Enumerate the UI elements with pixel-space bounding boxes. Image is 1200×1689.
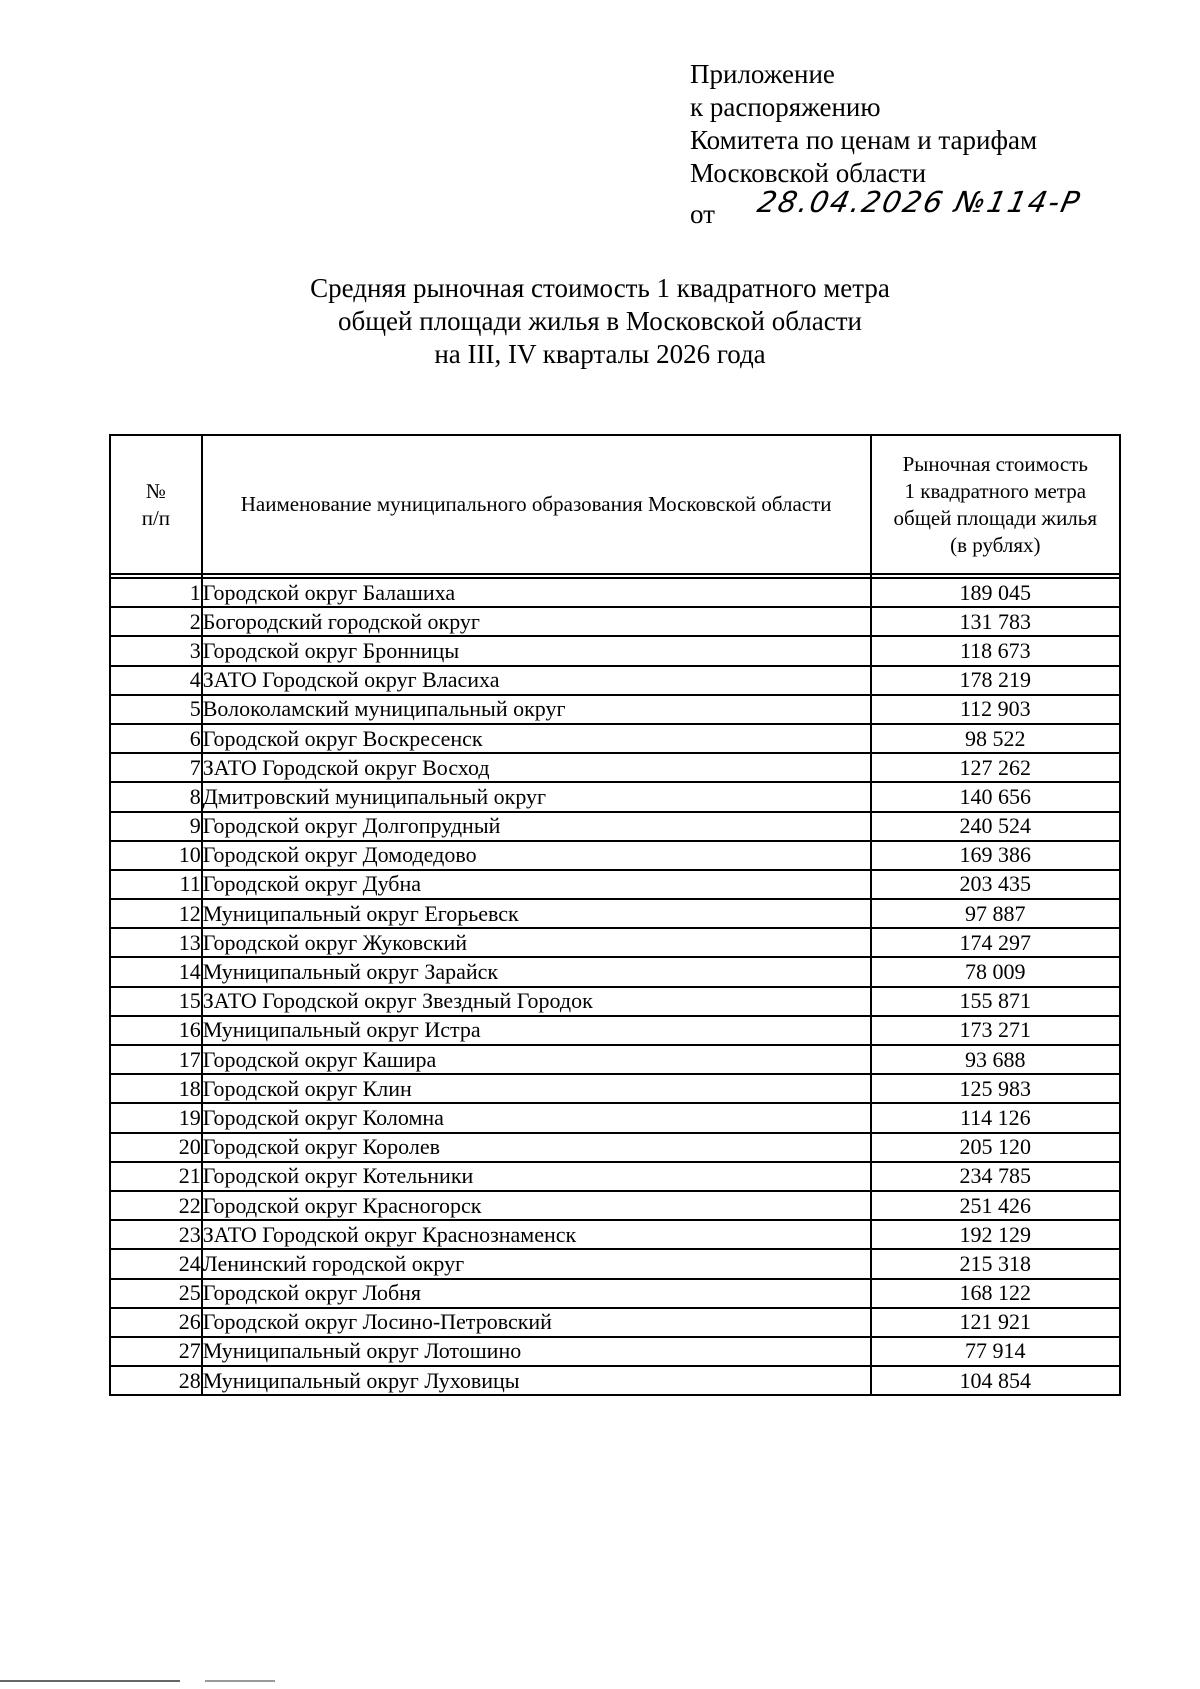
row-price: 112 903 xyxy=(871,695,1120,724)
row-price: 114 126 xyxy=(871,1103,1120,1132)
row-price: 78 009 xyxy=(871,957,1120,986)
row-municipality: Муниципальный округ Зарайск xyxy=(202,957,871,986)
row-price: 173 271 xyxy=(871,1016,1120,1045)
header-price-line-4: (в рублях) xyxy=(950,532,1041,557)
row-price: 98 522 xyxy=(871,724,1120,753)
row-number: 12 xyxy=(110,899,202,928)
row-number: 1 xyxy=(110,578,202,607)
row-municipality: Городской округ Котельники xyxy=(202,1162,871,1191)
order-reference xyxy=(690,185,1085,230)
header-municipality xyxy=(202,435,871,574)
row-price: 189 045 xyxy=(871,578,1120,607)
row-municipality: Муниципальный округ Егорьевск xyxy=(202,899,871,928)
appendix-line-4: Московской области xyxy=(690,158,927,188)
table-row xyxy=(110,870,1120,899)
row-price: 93 688 xyxy=(871,1045,1120,1074)
price-table xyxy=(109,434,1121,1396)
row-municipality: Городской округ Лосино-Петровский xyxy=(202,1308,871,1337)
row-price: 251 426 xyxy=(871,1191,1120,1220)
table-row xyxy=(110,928,1120,957)
row-municipality: Дмитровский муниципальный округ xyxy=(202,782,871,811)
row-municipality: Богородский городской округ xyxy=(202,607,871,636)
row-number: 5 xyxy=(110,695,202,724)
row-number: 7 xyxy=(110,753,202,782)
header-price-line-3: общей площади жилья xyxy=(893,505,1098,530)
table-row xyxy=(110,1191,1120,1220)
table-row xyxy=(110,724,1120,753)
handwritten-order-number: 28.04.2026 №114-Р xyxy=(754,185,1085,219)
row-number: 20 xyxy=(110,1133,202,1162)
header-number xyxy=(110,435,202,574)
table-row xyxy=(110,841,1120,870)
table-row xyxy=(110,695,1120,724)
table-row xyxy=(110,1366,1120,1395)
row-municipality: Ленинский городской округ xyxy=(202,1249,871,1278)
appendix-line-3: Комитета по ценам и тарифам xyxy=(690,125,1038,155)
row-price: 203 435 xyxy=(871,870,1120,899)
row-municipality: Муниципальный округ Истра xyxy=(202,1016,871,1045)
row-price: 240 524 xyxy=(871,812,1120,841)
row-number: 13 xyxy=(110,928,202,957)
row-municipality: Городской округ Воскресенск xyxy=(202,724,871,753)
table-row xyxy=(110,1074,1120,1103)
row-price: 169 386 xyxy=(871,841,1120,870)
table-row xyxy=(110,753,1120,782)
table-row xyxy=(110,957,1120,986)
header-price xyxy=(871,435,1120,574)
row-number: 4 xyxy=(110,666,202,695)
row-municipality: Городской округ Коломна xyxy=(202,1103,871,1132)
row-municipality: Городской округ Клин xyxy=(202,1074,871,1103)
row-price: 97 887 xyxy=(871,899,1120,928)
row-municipality: Городской округ Дубна xyxy=(202,870,871,899)
row-price: 192 129 xyxy=(871,1220,1120,1249)
row-number: 14 xyxy=(110,957,202,986)
document-title xyxy=(0,272,1200,371)
row-price: 174 297 xyxy=(871,928,1120,957)
appendix-header xyxy=(690,58,1085,230)
header-price-line-1: Рыночная стоимость xyxy=(902,451,1088,476)
row-price: 205 120 xyxy=(871,1133,1120,1162)
title-line-2: общей площади жилья в Московской области xyxy=(338,306,862,336)
row-number: 2 xyxy=(110,607,202,636)
table-row xyxy=(110,1249,1120,1278)
table-row xyxy=(110,812,1120,841)
row-municipality: Городской округ Бронницы xyxy=(202,636,871,665)
table-row xyxy=(110,987,1120,1016)
scan-edge-mark xyxy=(205,1680,275,1682)
row-price: 178 219 xyxy=(871,666,1120,695)
row-number: 24 xyxy=(110,1249,202,1278)
table-header-row xyxy=(110,435,1120,574)
row-number: 18 xyxy=(110,1074,202,1103)
row-price: 77 914 xyxy=(871,1337,1120,1366)
row-number: 11 xyxy=(110,870,202,899)
row-price: 168 122 xyxy=(871,1279,1120,1308)
row-number: 6 xyxy=(110,724,202,753)
appendix-line-2: к распоряжению xyxy=(690,92,881,122)
table-row xyxy=(110,782,1120,811)
row-number: 10 xyxy=(110,841,202,870)
row-municipality: Муниципальный округ Луховицы xyxy=(202,1366,871,1395)
table-row xyxy=(110,1308,1120,1337)
row-municipality: Городской округ Королев xyxy=(202,1133,871,1162)
row-number: 8 xyxy=(110,782,202,811)
header-price-line-2: 1 квадратного метра xyxy=(904,478,1087,503)
row-price: 125 983 xyxy=(871,1074,1120,1103)
table-row xyxy=(110,1045,1120,1074)
row-municipality: Городской округ Домодедово xyxy=(202,841,871,870)
order-from-label: от xyxy=(690,199,715,229)
table-row xyxy=(110,666,1120,695)
table-row xyxy=(110,607,1120,636)
row-number: 17 xyxy=(110,1045,202,1074)
table-row xyxy=(110,1220,1120,1249)
row-number: 3 xyxy=(110,636,202,665)
table-body xyxy=(110,578,1120,1395)
row-price: 140 656 xyxy=(871,782,1120,811)
table-row xyxy=(110,636,1120,665)
row-municipality: ЗАТО Городской округ Звездный Городок xyxy=(202,987,871,1016)
row-number: 21 xyxy=(110,1162,202,1191)
table-row xyxy=(110,899,1120,928)
row-number: 25 xyxy=(110,1279,202,1308)
header-number-abbr: п/п xyxy=(141,505,171,530)
row-number: 22 xyxy=(110,1191,202,1220)
row-price: 118 673 xyxy=(871,636,1120,665)
row-number: 23 xyxy=(110,1220,202,1249)
header-number-sign: № xyxy=(145,478,166,503)
row-price: 131 783 xyxy=(871,607,1120,636)
row-price: 234 785 xyxy=(871,1162,1120,1191)
row-municipality: Городской округ Долгопрудный xyxy=(202,812,871,841)
row-price: 121 921 xyxy=(871,1308,1120,1337)
row-price: 104 854 xyxy=(871,1366,1120,1395)
row-municipality: Городской округ Жуковский xyxy=(202,928,871,957)
appendix-line-1: Приложение xyxy=(690,59,835,89)
row-municipality: Городской округ Кашира xyxy=(202,1045,871,1074)
title-line-3: на III, IV кварталы 2026 года xyxy=(434,339,766,369)
row-price: 215 318 xyxy=(871,1249,1120,1278)
row-number: 26 xyxy=(110,1308,202,1337)
header-municipality-label: Наименование муниципального образования Московской области xyxy=(240,492,832,516)
table-row xyxy=(110,1103,1120,1132)
row-municipality: Муниципальный округ Лотошино xyxy=(202,1337,871,1366)
table-row xyxy=(110,1162,1120,1191)
title-line-1: Средняя рыночная стоимость 1 квадратного метра xyxy=(310,273,890,303)
row-municipality: Городской округ Лобня xyxy=(202,1279,871,1308)
row-municipality: ЗАТО Городской округ Власиха xyxy=(202,666,871,695)
table-row xyxy=(110,1016,1120,1045)
row-number: 16 xyxy=(110,1016,202,1045)
row-price: 127 262 xyxy=(871,753,1120,782)
row-municipality: Волоколамский муниципальный округ xyxy=(202,695,871,724)
table-row xyxy=(110,1279,1120,1308)
row-number: 28 xyxy=(110,1366,202,1395)
scan-edge-mark xyxy=(0,1680,180,1682)
row-municipality: Городской округ Балашиха xyxy=(202,578,871,607)
row-number: 19 xyxy=(110,1103,202,1132)
row-municipality: ЗАТО Городской округ Восход xyxy=(202,753,871,782)
row-price: 155 871 xyxy=(871,987,1120,1016)
table-row xyxy=(110,1337,1120,1366)
row-number: 15 xyxy=(110,987,202,1016)
table-row xyxy=(110,1133,1120,1162)
row-number: 27 xyxy=(110,1337,202,1366)
row-municipality: ЗАТО Городской округ Краснознаменск xyxy=(202,1220,871,1249)
table-row xyxy=(110,578,1120,607)
row-number: 9 xyxy=(110,812,202,841)
row-municipality: Городской округ Красногорск xyxy=(202,1191,871,1220)
